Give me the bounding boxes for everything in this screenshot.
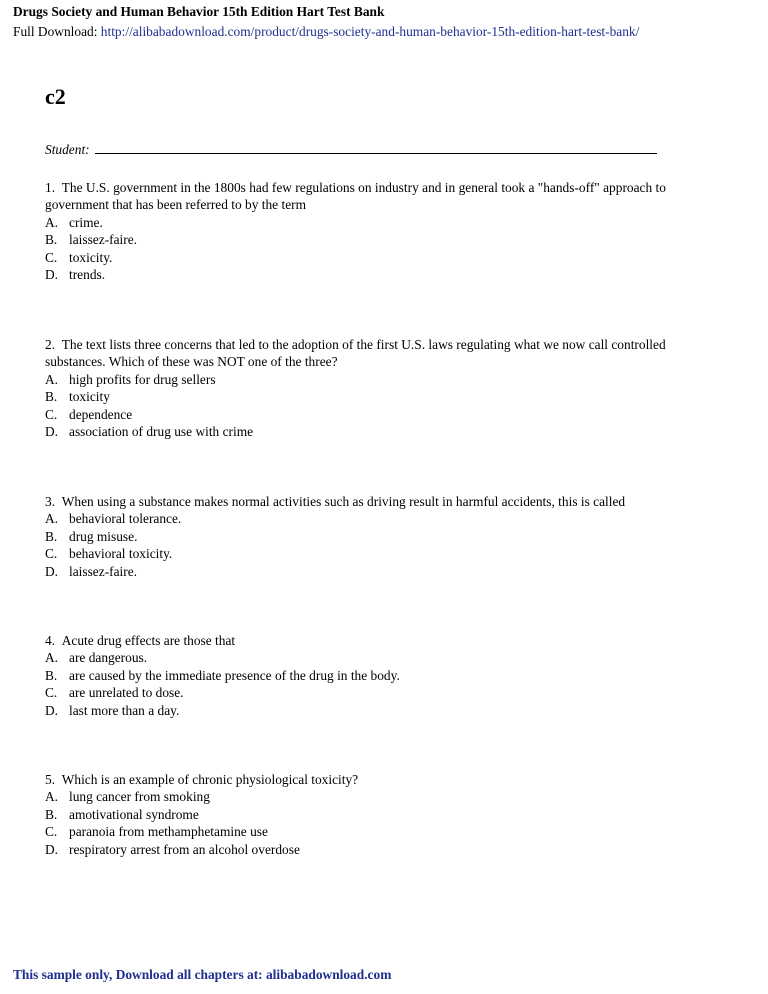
- student-name-line[interactable]: [95, 141, 657, 154]
- question-5: [45, 771, 715, 858]
- question-1: [45, 179, 715, 283]
- option-b: B. laissez-faire.: [45, 232, 138, 248]
- option-d: D. trends.: [45, 267, 106, 283]
- option-a: A. crime.: [45, 214, 103, 230]
- option-a: A. are dangerous.: [45, 650, 148, 666]
- question-3: [45, 493, 735, 580]
- option-b: B. amotivational syndrome: [45, 806, 199, 822]
- download-footer-link[interactable]: This sample only, Download all chapters at: alibabadownload.com: [13, 967, 392, 982]
- option-b: B. are caused by the immediate presence of the drug in the body.: [45, 667, 400, 683]
- chapter-heading: c2: [45, 84, 66, 109]
- option-d: D. laissez-faire.: [45, 563, 138, 579]
- option-c: C. behavioral toxicity.: [45, 546, 173, 562]
- option-b: B. drug misuse.: [45, 528, 138, 544]
- student-field: [45, 141, 657, 158]
- option-d: D. respiratory arrest from an alcohol overdose: [45, 841, 300, 857]
- question-4: [45, 632, 715, 719]
- question-stem: 3. When using a substance makes normal activities such as driving result in harmful accidents, this is called: [45, 494, 626, 509]
- student-label: Student:: [45, 142, 90, 157]
- option-c: C. toxicity.: [45, 249, 113, 265]
- option-d: D. last more than a day.: [45, 702, 180, 718]
- option-c: C. dependence: [45, 406, 133, 422]
- question-stem: 5. Which is an example of chronic physiological toxicity?: [45, 772, 359, 787]
- option-c: C. are unrelated to dose.: [45, 685, 184, 701]
- question-2: [45, 336, 715, 440]
- download-link[interactable]: http://alibabadownload.com/product/drugs-society-and-human-behavior-15th-edition-hart-test-bank/: [100, 24, 640, 39]
- document-title: Drugs Society and Human Behavior 15th Edition Hart Test Bank: [13, 4, 385, 19]
- question-stem: 2. The text lists three concerns that led to the adoption of the first U.S. laws regulating what we now call controlled substances. Which of these was NOT one of the three?: [45, 337, 666, 370]
- download-line: [13, 24, 639, 40]
- option-c: C. paranoia from methamphetamine use: [45, 824, 268, 840]
- option-a: A. high profits for drug sellers: [45, 371, 216, 387]
- option-a: A. lung cancer from smoking: [45, 789, 210, 805]
- question-stem: 1. The U.S. government in the 1800s had few regulations on industry and in general took a "hands-off" approach to government that has been referred to by the term: [45, 180, 666, 213]
- download-label: Full Download:: [13, 24, 98, 39]
- option-d: D. association of drug use with crime: [45, 424, 254, 440]
- option-b: B. toxicity: [45, 389, 110, 405]
- option-a: A. behavioral tolerance.: [45, 511, 182, 527]
- question-stem: 4. Acute drug effects are those that: [45, 633, 236, 648]
